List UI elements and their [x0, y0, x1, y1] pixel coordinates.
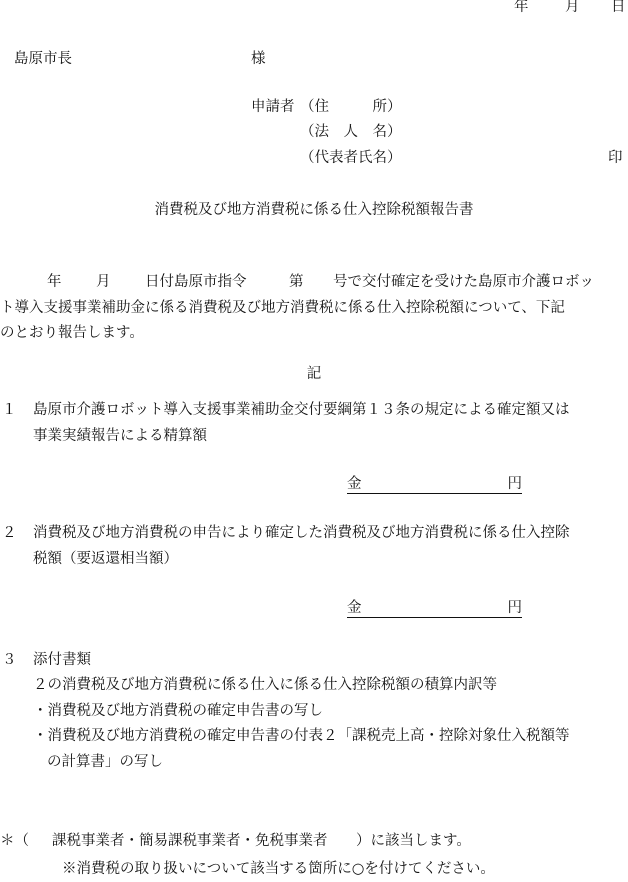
date-month: 月 — [565, 0, 580, 15]
amount-2-kin: 金 — [347, 600, 362, 616]
item-3-heading: 添付書類 — [33, 652, 91, 668]
body-year: 年 — [47, 274, 62, 290]
addressee-honorific: 様 — [251, 51, 266, 67]
body-number-label: 第 — [289, 274, 304, 290]
item-1-line1: 島原市介護ロボット導入支援事業補助金交付要綱第１３条の規定による確定額又は — [33, 402, 570, 418]
footer-choices: 課税事業者・簡易課税事業者・免税事業者 — [52, 833, 328, 849]
date-year: 年 — [514, 0, 529, 15]
body-line3: のとおり報告します。 — [0, 325, 144, 341]
body-line2: ト導入支援事業補助金に係る消費税及び地方消費税に係る仕入控除税額について、下記 — [0, 300, 565, 316]
item-2-number: ２ — [2, 525, 17, 541]
amount-1-yen: 円 — [507, 476, 522, 492]
amount-1-kin: 金 — [347, 476, 362, 492]
item-3-sub3-line2: の計算書」の写し — [47, 754, 163, 770]
item-2-line2: 税額（要返還相当額） — [33, 551, 178, 567]
amount-2-yen: 円 — [507, 600, 522, 616]
addressee-name: 島原市長 — [14, 51, 72, 67]
seal-mark: 印 — [608, 150, 623, 166]
applicant-rep-name-label: （代表者氏名） — [300, 150, 402, 166]
item-3-number: ３ — [2, 652, 17, 668]
item-3-sub1: ２の消費税及び地方消費税に係る仕入に係る仕入控除税額の積算内訳等 — [33, 677, 497, 693]
document-title: 消費税及び地方消費税に係る仕入控除税額報告書 — [154, 202, 474, 218]
item-1-number: １ — [2, 402, 17, 418]
amount-field-2 — [347, 599, 522, 618]
footer-close: ）に該当します。 — [356, 833, 471, 849]
date-day: 日 — [611, 0, 626, 15]
applicant-label: 申請者 — [251, 99, 295, 115]
applicant-address-label: （住 所） — [300, 99, 402, 115]
ki-mark: 記 — [306, 366, 322, 382]
footer-asterisk: ＊（ — [0, 833, 29, 849]
item-2-line1: 消費税及び地方消費税の申告により確定した消費税及び地方消費税に係る仕入控除 — [33, 525, 570, 541]
footer-note: ※消費税の取り扱いについて該当する箇所に○を付けてください。 — [62, 861, 495, 877]
body-date-ref: 日付島原市指令 — [145, 274, 247, 290]
item-3-sub2: ・消費税及び地方消費税の確定申告書の写し — [33, 703, 323, 719]
body-month: 月 — [96, 274, 111, 290]
body-line1-rest: 号で交付確定を受けた島原市介護ロボッ — [333, 274, 594, 290]
item-3-sub3-line1: ・消費税及び地方消費税の確定申告書の付表２「課税売上高・控除対象仕入税額等 — [33, 728, 570, 744]
applicant-corp-name-label: （法 人 名） — [300, 124, 402, 140]
item-1-line2: 事業実績報告による精算額 — [33, 428, 207, 444]
amount-field-1 — [347, 475, 522, 494]
